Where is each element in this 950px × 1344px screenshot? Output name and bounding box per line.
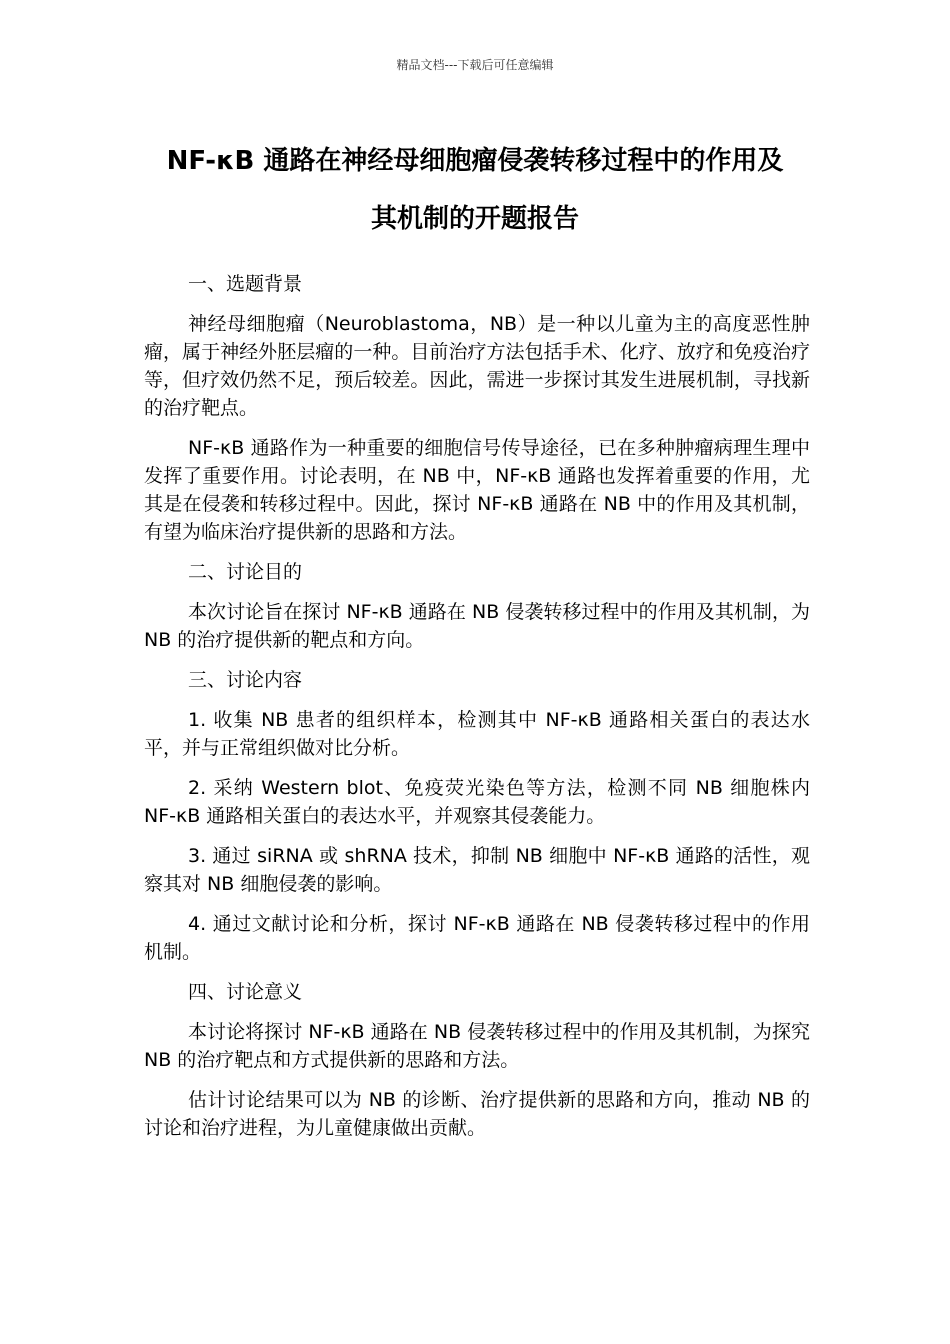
background-paragraph-2: NF-κB 通路作为一种重要的细胞信号传导途径，已在多种肿瘤病理生理中发挥了重要作用。讨论表明，在 NB 中，NF-κB 通路也发挥着重要的作用，尤其是在侵袭和转移过程中。因此，探讨 NF-κB 通路在 NB 中的作用及其机制，有望为临床治疗提供新的思路和方法。 (144, 437, 810, 543)
section-heading-background: 一、选题背景 (188, 273, 303, 295)
content-item-1: 1. 收集 NB 患者的组织样本，检测其中 NF-κB 通路相关蛋白的表达水平，并与正常组织做对比分析。 (144, 709, 810, 759)
significance-paragraph-1: 本讨论将探讨 NF-κB 通路在 NB 侵袭转移过程中的作用及其机制，为探究 NB 的治疗靶点和方式提供新的思路和方法。 (144, 1021, 810, 1071)
title-line-2: 其机制的开题报告 (370, 204, 579, 234)
document-body (144, 270, 810, 1154)
significance-paragraph-2: 估计讨论结果可以为 NB 的诊断、治疗提供新的思路和方向，推动 NB 的讨论和治疗进程，为儿童健康做出贡献。 (144, 1089, 810, 1139)
header-note: 精品文档---下载后可任意编辑 (396, 58, 554, 72)
purpose-paragraph: 本次讨论旨在探讨 NF-κB 通路在 NB 侵袭转移过程中的作用及其机制，为 NB 的治疗提供新的靶点和方向。 (144, 601, 810, 651)
section-heading-significance: 四、讨论意义 (188, 981, 303, 1003)
document-title (120, 132, 830, 248)
section-heading-content: 三、讨论内容 (188, 669, 303, 691)
section-heading-purpose: 二、讨论目的 (188, 561, 303, 583)
content-item-4: 4. 通过文献讨论和分析，探讨 NF-κB 通路在 NB 侵袭转移过程中的作用机制。 (144, 913, 810, 963)
content-item-2: 2. 采纳 Western blot、免疫荧光染色等方法，检测不同 NB 细胞株内 NF-κB 通路相关蛋白的表达水平，并观察其侵袭能力。 (144, 777, 810, 827)
background-paragraph-1: 神经母细胞瘤（Neuroblastoma，NB）是一种以儿童为主的高度恶性肿瘤，属于神经外胚层瘤的一种。目前治疗方法包括手术、化疗、放疗和免疫治疗等，但疗效仍然不足，预后较差。因此，需进一步探讨其发生进展机制，寻找新的治疗靶点。 (144, 313, 810, 419)
content-item-3: 3. 通过 siRNA 或 shRNA 技术，抑制 NB 细胞中 NF-κB 通路的活性，观察其对 NB 细胞侵袭的影响。 (144, 845, 810, 895)
title-line-1: NF-κB 通路在神经母细胞瘤侵袭转移过程中的作用及 (166, 146, 784, 176)
